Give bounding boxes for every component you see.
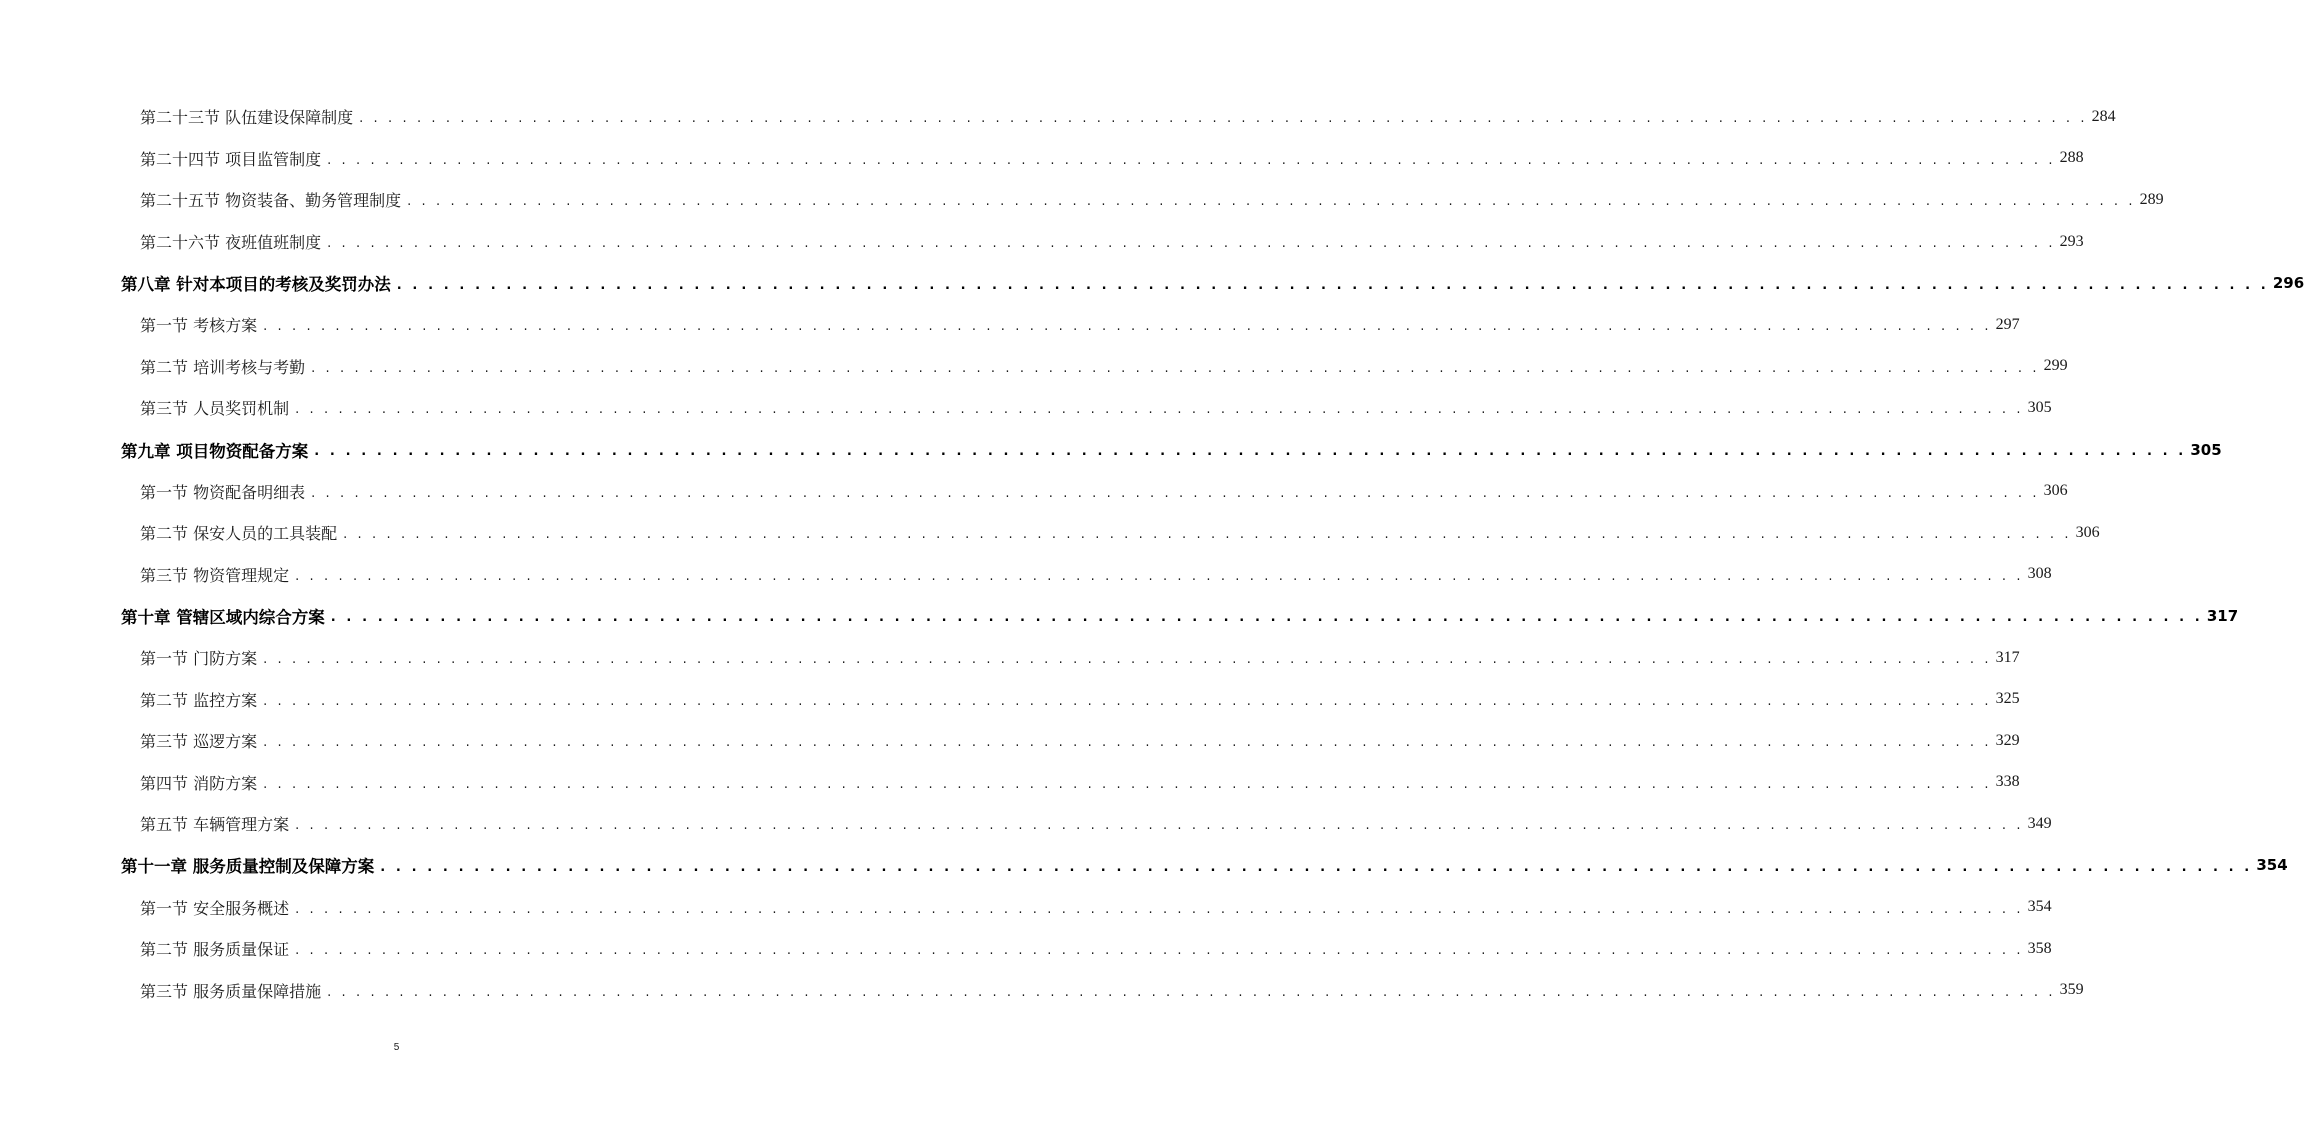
toc-page-number: 297 (1995, 315, 2020, 333)
toc-page-number: 306 (2043, 482, 2068, 500)
toc-section-entry[interactable] (0, 928, 2052, 970)
toc-page-number: 358 (2027, 939, 2052, 957)
toc-section-entry[interactable] (0, 470, 2068, 512)
toc-dot-leader: . . . . . . . . . . . . . . . . . . . . . . . . . . . . . . . . . . . . . . . . . . . . . . . . . . . . . . . . . . . . . . . . . . . . . . . . . . . . . . . . . . . . . . . . . . . . . . . . . . . . . . . . . . . . . . . . . . . . . . . . (314, 444, 2187, 460)
toc-section-entry[interactable] (0, 678, 2020, 720)
table-of-contents (0, 96, 2304, 1011)
toc-section-entry[interactable] (0, 138, 2084, 180)
toc-entry-label: 第一节 考核方案 (140, 316, 258, 336)
toc-dot-leader: . . . . . . . . . . . . . . . . . . . . . . . . . . . . . . . . . . . . . . . . . . . . . . . . . . . . . . . . . . . . . . . . . . . . . . . . . . . . . . . . . . . . . . . . . . . . . . . . . . . . . . . . . . . . . . . . . . . . . . . . (263, 776, 1992, 792)
toc-dot-leader: . . . . . . . . . . . . . . . . . . . . . . . . . . . . . . . . . . . . . . . . . . . . . . . . . . . . . . . . . . . . . . . . . . . . . . . . . . . . . . . . . . . . . . . . . . . . . . . . . . . . . . . . . . . . . . . . . . . . . . . . (295, 568, 2024, 584)
toc-dot-leader: . . . . . . . . . . . . . . . . . . . . . . . . . . . . . . . . . . . . . . . . . . . . . . . . . . . . . . . . . . . . . . . . . . . . . . . . . . . . . . . . . . . . . . . . . . . . . . . . . . . . . . . . . . . . . . . . . . . . . . . . (330, 610, 2203, 626)
toc-chapter-entry[interactable] (0, 845, 2288, 887)
toc-page-number: 354 (2027, 898, 2052, 916)
toc-dot-leader: . . . . . . . . . . . . . . . . . . . . . . . . . . . . . . . . . . . . . . . . . . . . . . . . . . . . . . . . . . . . . . . . . . . . . . . . . . . . . . . . . . . . . . . . . . . . . . . . . . . . . . . . . . . . . . . . . . . . . . . . (359, 111, 2088, 127)
toc-entry-label: 第五节 车辆管理方案 (140, 815, 290, 835)
toc-page-number: 293 (2059, 232, 2084, 250)
toc-page-number: 317 (2206, 606, 2239, 625)
toc-page-number: 296 (2272, 274, 2304, 293)
toc-dot-leader: . . . . . . . . . . . . . . . . . . . . . . . . . . . . . . . . . . . . . . . . . . . . . . . . . . . . . . . . . . . . . . . . . . . . . . . . . . . . . . . . . . . . . . . . . . . . . . . . . . . . . . . . . . . . . . . . . . . . . . . . (263, 693, 1992, 709)
toc-page-number: 354 (2256, 856, 2288, 875)
toc-page-number: 325 (1995, 690, 2020, 708)
toc-section-entry[interactable] (0, 762, 2020, 804)
toc-entry-label: 第二十三节 队伍建设保障制度 (140, 108, 354, 128)
toc-page-number: 289 (2139, 190, 2164, 208)
toc-entry-label: 第一节 门防方案 (140, 649, 258, 669)
toc-dot-leader: . . . . . . . . . . . . . . . . . . . . . . . . . . . . . . . . . . . . . . . . . . . . . . . . . . . . . . . . . . . . . . . . . . . . . . . . . . . . . . . . . . . . . . . . . . . . . . . . . . . . . . . . . . . . . . . . . . . . . . . . (295, 402, 2024, 418)
toc-entry-label: 第二十六节 夜班值班制度 (140, 233, 322, 253)
toc-page-number: 349 (2027, 814, 2052, 832)
toc-dot-leader: . . . . . . . . . . . . . . . . . . . . . . . . . . . . . . . . . . . . . . . . . . . . . . . . . . . . . . . . . . . . . . . . . . . . . . . . . . . . . . . . . . . . . . . . . . . . . . . . . . . . . . . . . . . . . . . . . . . . . . . . (380, 859, 2253, 875)
toc-entry-label: 第十一章 服务质量控制及保障方案 (121, 857, 375, 877)
toc-dot-leader: . . . . . . . . . . . . . . . . . . . . . . . . . . . . . . . . . . . . . . . . . . . . . . . . . . . . . . . . . . . . . . . . . . . . . . . . . . . . . . . . . . . . . . . . . . . . . . . . . . . . . . . . . . . . . . . . . . . . . . . . (263, 652, 1992, 668)
toc-dot-leader: . . . . . . . . . . . . . . . . . . . . . . . . . . . . . . . . . . . . . . . . . . . . . . . . . . . . . . . . . . . . . . . . . . . . . . . . . . . . . . . . . . . . . . . . . . . . . . . . . . . . . . . . . . . . . . . . . . . . . . . . (327, 152, 2056, 168)
toc-page-number: 284 (2091, 107, 2116, 125)
toc-entry-label: 第二十四节 项目监管制度 (140, 149, 322, 169)
toc-entry-label: 第十章 管辖区域内综合方案 (121, 607, 325, 627)
toc-page-number: 317 (1995, 648, 2020, 666)
toc-page-number: 305 (2027, 398, 2052, 416)
toc-dot-leader: . . . . . . . . . . . . . . . . . . . . . . . . . . . . . . . . . . . . . . . . . . . . . . . . . . . . . . . . . . . . . . . . . . . . . . . . . . . . . . . . . . . . . . . . . . . . . . . . . . . . . . . . . . . . . . . . . . . . . . . . (327, 236, 2056, 252)
toc-entry-label: 第二节 保安人员的工具装配 (140, 524, 338, 544)
toc-section-entry[interactable] (0, 304, 2020, 346)
toc-page-number: 329 (1995, 731, 2020, 749)
toc-dot-leader: . . . . . . . . . . . . . . . . . . . . . . . . . . . . . . . . . . . . . . . . . . . . . . . . . . . . . . . . . . . . . . . . . . . . . . . . . . . . . . . . . . . . . . . . . . . . . . . . . . . . . . . . . . . . . . . . . . . . . . . . (295, 943, 2024, 959)
toc-entry-label: 第一节 安全服务概述 (140, 898, 290, 918)
toc-chapter-entry[interactable] (0, 429, 2222, 471)
toc-dot-leader: . . . . . . . . . . . . . . . . . . . . . . . . . . . . . . . . . . . . . . . . . . . . . . . . . . . . . . . . . . . . . . . . . . . . . . . . . . . . . . . . . . . . . . . . . . . . . . . . . . . . . . . . . . . . . . . . . . . . . . . . (407, 194, 2136, 210)
toc-dot-leader: . . . . . . . . . . . . . . . . . . . . . . . . . . . . . . . . . . . . . . . . . . . . . . . . . . . . . . . . . . . . . . . . . . . . . . . . . . . . . . . . . . . . . . . . . . . . . . . . . . . . . . . . . . . . . . . . . . . . . . . . (295, 901, 2024, 917)
toc-section-entry[interactable] (0, 554, 2052, 596)
toc-dot-leader: . . . . . . . . . . . . . . . . . . . . . . . . . . . . . . . . . . . . . . . . . . . . . . . . . . . . . . . . . . . . . . . . . . . . . . . . . . . . . . . . . . . . . . . . . . . . . . . . . . . . . . . . . . . . . . . . . . . . . . . . (396, 277, 2269, 293)
toc-page-number: 288 (2059, 149, 2084, 167)
toc-dot-leader: . . . . . . . . . . . . . . . . . . . . . . . . . . . . . . . . . . . . . . . . . . . . . . . . . . . . . . . . . . . . . . . . . . . . . . . . . . . . . . . . . . . . . . . . . . . . . . . . . . . . . . . . . . . . . . . . . . . . . . . . (263, 319, 1992, 335)
page-number: 5 (393, 1042, 400, 1053)
toc-page-number: 299 (2043, 357, 2068, 375)
toc-dot-leader: . . . . . . . . . . . . . . . . . . . . . . . . . . . . . . . . . . . . . . . . . . . . . . . . . . . . . . . . . . . . . . . . . . . . . . . . . . . . . . . . . . . . . . . . . . . . . . . . . . . . . . . . . . . . . . . . . . . . . . . . (343, 527, 2072, 543)
toc-dot-leader: . . . . . . . . . . . . . . . . . . . . . . . . . . . . . . . . . . . . . . . . . . . . . . . . . . . . . . . . . . . . . . . . . . . . . . . . . . . . . . . . . . . . . . . . . . . . . . . . . . . . . . . . . . . . . . . . . . . . . . . . (311, 360, 2040, 376)
toc-section-entry[interactable] (0, 969, 2084, 1011)
toc-page-number: 306 (2075, 523, 2100, 541)
toc-entry-label: 第一节 物资配备明细表 (140, 482, 306, 502)
toc-entry-label: 第二节 服务质量保证 (140, 940, 290, 960)
toc-page-number: 359 (2059, 981, 2084, 999)
toc-section-entry[interactable] (0, 387, 2052, 429)
toc-section-entry[interactable] (0, 720, 2020, 762)
toc-dot-leader: . . . . . . . . . . . . . . . . . . . . . . . . . . . . . . . . . . . . . . . . . . . . . . . . . . . . . . . . . . . . . . . . . . . . . . . . . . . . . . . . . . . . . . . . . . . . . . . . . . . . . . . . . . . . . . . . . . . . . . . . (311, 485, 2040, 501)
toc-section-entry[interactable] (0, 221, 2084, 263)
toc-entry-label: 第二节 培训考核与考勤 (140, 357, 306, 377)
toc-section-entry[interactable] (0, 96, 2116, 138)
toc-section-entry[interactable] (0, 886, 2052, 928)
toc-dot-leader: . . . . . . . . . . . . . . . . . . . . . . . . . . . . . . . . . . . . . . . . . . . . . . . . . . . . . . . . . . . . . . . . . . . . . . . . . . . . . . . . . . . . . . . . . . . . . . . . . . . . . . . . . . . . . . . . . . . . . . . . (327, 984, 2056, 1000)
toc-section-entry[interactable] (0, 346, 2068, 388)
toc-section-entry[interactable] (0, 637, 2020, 679)
toc-page-number: 308 (2027, 565, 2052, 583)
toc-section-entry[interactable] (0, 179, 2164, 221)
toc-dot-leader: . . . . . . . . . . . . . . . . . . . . . . . . . . . . . . . . . . . . . . . . . . . . . . . . . . . . . . . . . . . . . . . . . . . . . . . . . . . . . . . . . . . . . . . . . . . . . . . . . . . . . . . . . . . . . . . . . . . . . . . . (295, 818, 2024, 834)
toc-page-number: 305 (2190, 440, 2222, 459)
toc-page-number: 338 (1995, 773, 2020, 791)
toc-section-entry[interactable] (0, 803, 2052, 845)
toc-chapter-entry[interactable] (0, 262, 2304, 304)
toc-section-entry[interactable] (0, 512, 2100, 554)
toc-entry-label: 第八章 针对本项目的考核及奖罚办法 (121, 275, 391, 295)
toc-chapter-entry[interactable] (0, 595, 2239, 637)
toc-entry-label: 第九章 项目物资配备方案 (121, 441, 309, 461)
toc-entry-label: 第三节 人员奖罚机制 (140, 399, 290, 419)
toc-entry-label: 第三节 巡逻方案 (140, 732, 258, 752)
toc-entry-label: 第二十五节 物资装备、勤务管理制度 (140, 191, 402, 211)
toc-entry-label: 第三节 服务质量保障措施 (140, 981, 322, 1001)
toc-entry-label: 第三节 物资管理规定 (140, 565, 290, 585)
toc-entry-label: 第四节 消防方案 (140, 773, 258, 793)
toc-entry-label: 第二节 监控方案 (140, 690, 258, 710)
toc-dot-leader: . . . . . . . . . . . . . . . . . . . . . . . . . . . . . . . . . . . . . . . . . . . . . . . . . . . . . . . . . . . . . . . . . . . . . . . . . . . . . . . . . . . . . . . . . . . . . . . . . . . . . . . . . . . . . . . . . . . . . . . . (263, 735, 1992, 751)
